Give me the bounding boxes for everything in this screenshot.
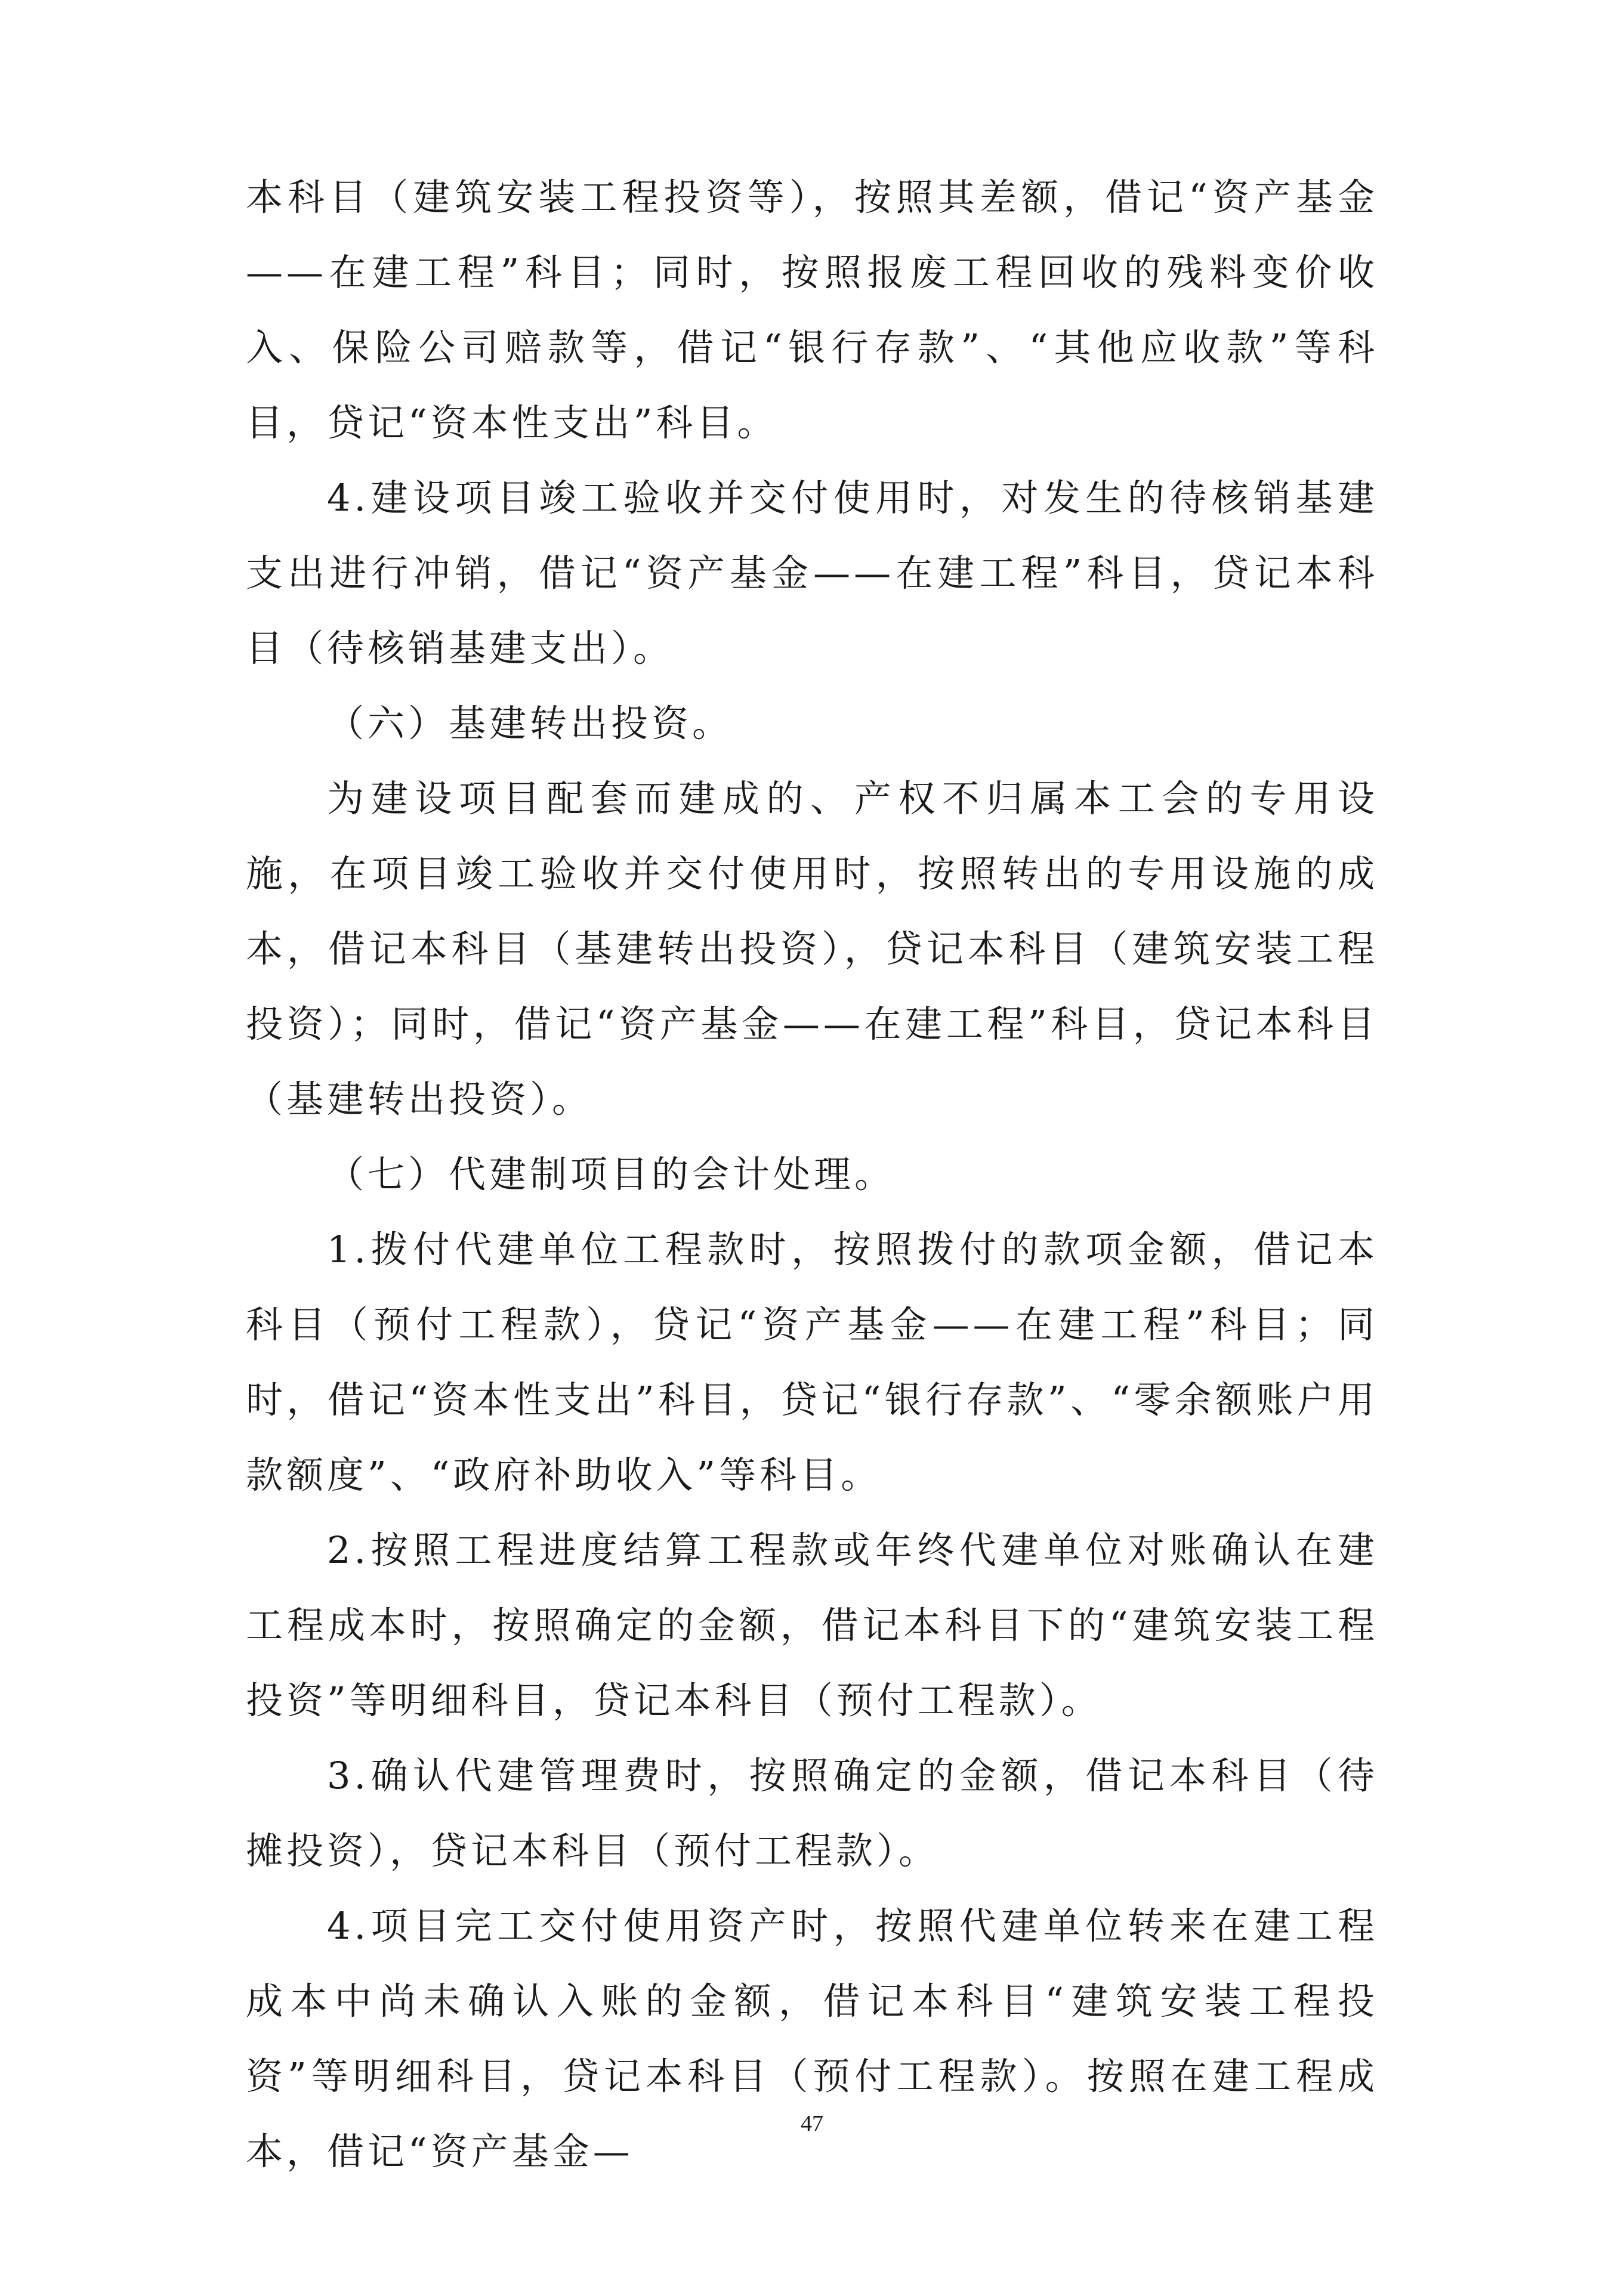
paragraph-continued: 本科目（建筑安装工程投资等），按照其差额，借记“资产基金——在建工程”科目；同时，按照报废工程回收的残料变价收入、保险公司赔款等，借记“银行存款”、“其他应收款”等科目，贷记“资本性支出”科目。 [246,175,1378,444]
paragraph-item-2-settlement: 2.按照工程进度结算工程款或年终代建单位对账确认在建工程成本时，按照确定的金额，借记本科目下的“建筑安装工程投资”等明细科目，贷记本科目（预付工程款）。 [246,1528,1378,1722]
paragraph-item-4-completion: 4.建设项目竣工验收并交付使用时，对发生的待核销基建支出进行冲销，借记“资产基金——在建工程”科目，贷记本科目（待核销基建支出）。 [246,476,1378,670]
paragraph-item-1-payment: 1.拨付代建单位工程款时，按照拨付的款项金额，借记本科目（预付工程款），贷记“资产基金——在建工程”科目；同时，借记“资本性支出”科目，贷记“银行存款”、“零余额账户用款额度”、“政府补助收入”等科目。 [246,1228,1378,1497]
paragraph-item-3-management-fee: 3.确认代建管理费时，按照确定的金额，借记本科目（待摊投资），贷记本科目（预付工程款）。 [246,1754,1378,1872]
page-number: 47 [801,2111,823,2136]
section-heading-six: （六）基建转出投资。 [327,702,733,745]
paragraph-item-4-delivery: 4.项目完工交付使用资产时，按照代建单位转来在建工程成本中尚未确认入账的金额，借记本科目“建筑安装工程投资”等明细科目，贷记本科目（预付工程款）。按照在建工程成本，借记“资产基金— [246,1904,1378,2173]
paragraph-transfer-investment: 为建设项目配套而建成的、产权不归属本工会的专用设施，在项目竣工验收并交付使用时，按照转出的专用设施的成本，借记本科目（基建转出投资），贷记本科目（建筑安装工程投资）；同时，借记“资产基金——在建工程”科目，贷记本科目（基建转出投资）。 [246,777,1378,1121]
body-text [246,160,1378,2189]
section-heading-seven: （七）代建制项目的会计处理。 [327,1152,896,1196]
